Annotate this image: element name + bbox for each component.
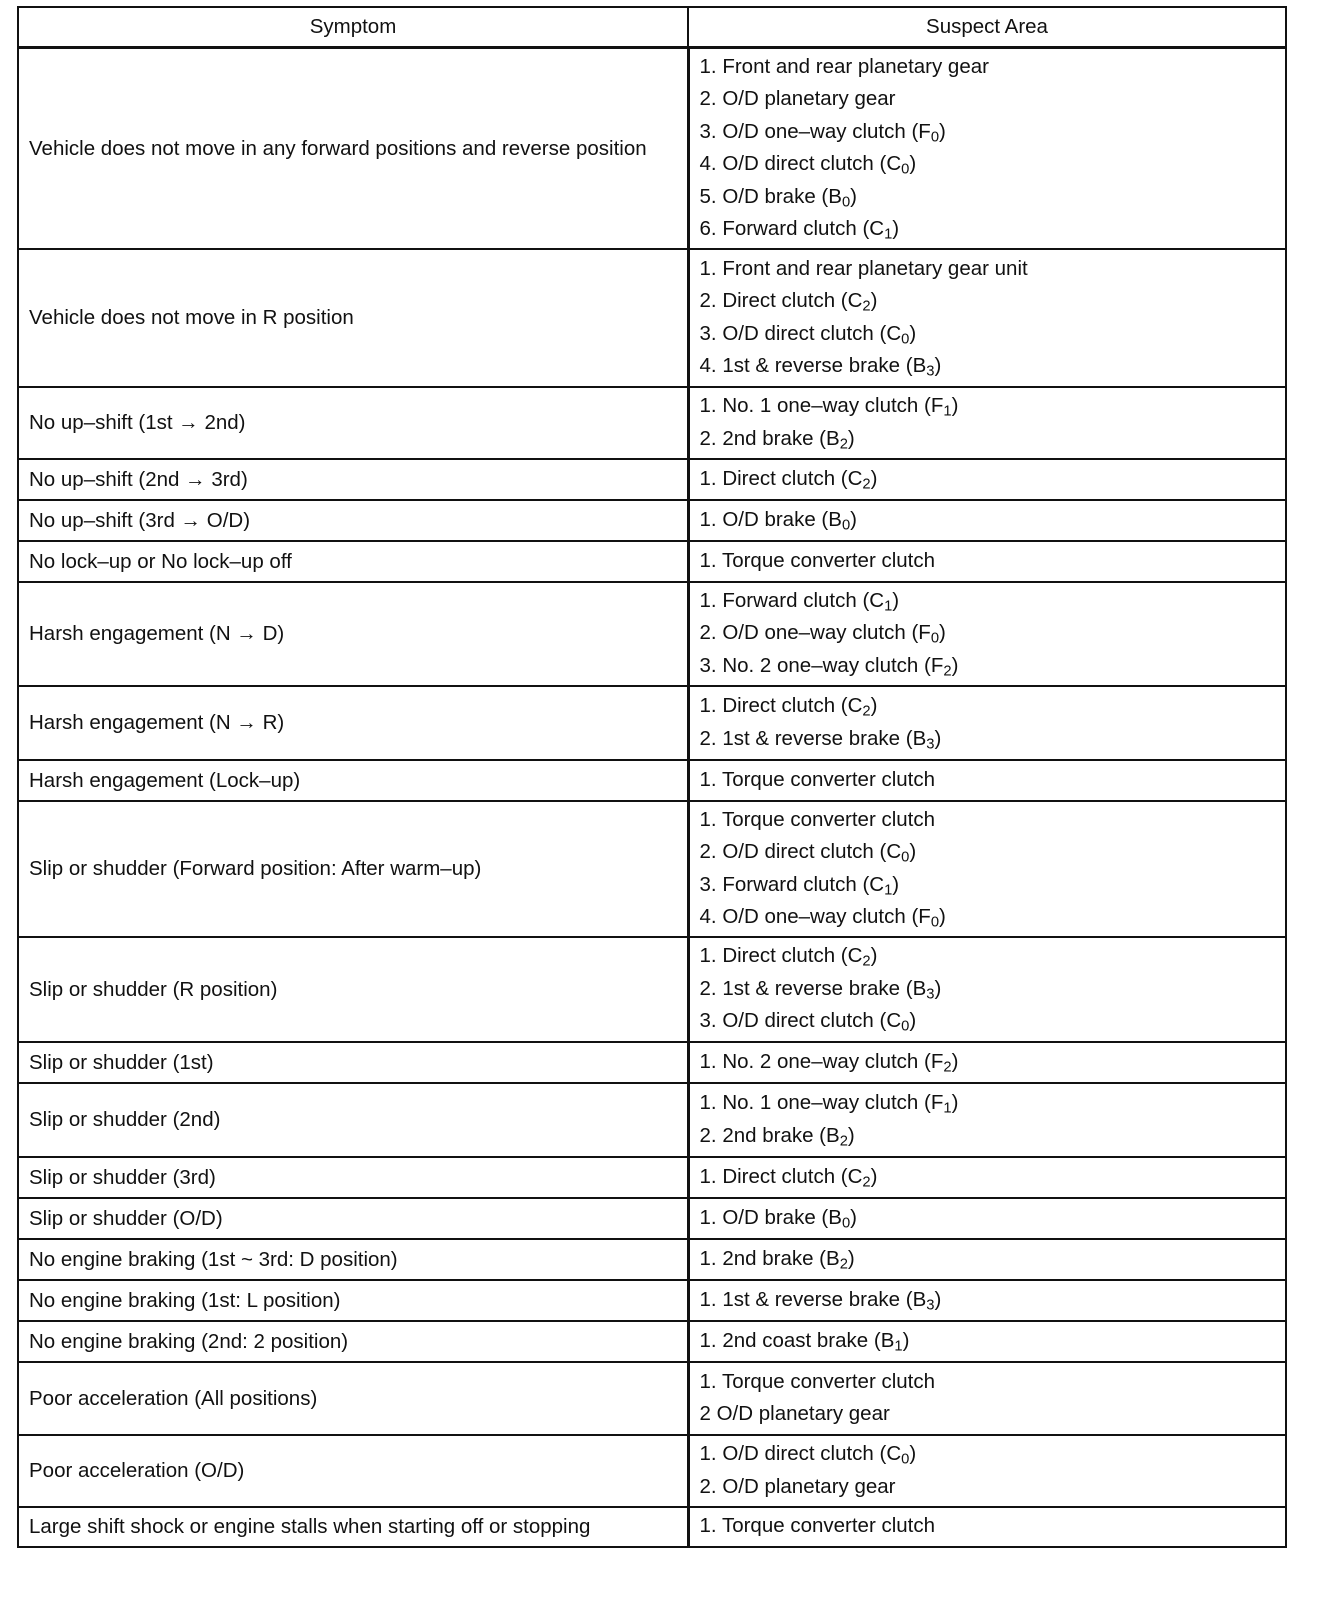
component-subscript: 2: [839, 1133, 848, 1150]
suspect-text: O/D brake (B: [722, 184, 842, 208]
symptom-text: Large shift shock or engine stalls when starting off or stopping: [29, 1515, 591, 1538]
symptom-text: Vehicle does not move in any forward positions and reverse position: [29, 136, 647, 160]
suspect-item: [700, 804, 1276, 837]
closing-paren: ): [951, 1091, 959, 1114]
table-row: [18, 541, 1286, 582]
component-subscript: 1: [894, 1338, 903, 1355]
symptom-text: Poor acceleration (All positions): [29, 1386, 318, 1410]
suspect-number: 1.: [699, 1164, 717, 1188]
table-body: [18, 48, 1286, 1547]
table-row: [18, 686, 1286, 760]
suspect-area-cell: [688, 1198, 1286, 1239]
suspect-area-cell: [688, 1435, 1286, 1507]
suspect-item: [700, 1243, 1276, 1276]
suspect-number: 1.: [699, 588, 717, 612]
suspect-item: [700, 423, 1276, 456]
suspect-text: 2nd brake (B: [722, 1123, 840, 1147]
suspect-text: O/D planetary gear: [722, 87, 896, 111]
suspect-number: 1.: [699, 807, 717, 831]
suspect-text: O/D one–way clutch (F: [722, 621, 931, 645]
suspect-number: 1.: [699, 1328, 717, 1352]
suspect-text: Forward clutch (C: [722, 217, 885, 241]
suspect-number: 3.: [699, 1009, 717, 1033]
suspect-area-column-header: Suspect Area: [688, 7, 1286, 48]
suspect-item: [700, 285, 1276, 318]
table-row: [18, 1198, 1286, 1239]
suspect-area-cell: [688, 1083, 1286, 1157]
closing-paren: ): [951, 394, 959, 417]
symptom-cell: [18, 1362, 688, 1435]
suspect-item: [700, 116, 1276, 149]
closing-paren: ): [909, 840, 917, 863]
suspect-number: 1.: [699, 1514, 717, 1538]
suspect-item: [700, 181, 1276, 214]
table-row: [18, 1083, 1286, 1157]
closing-paren: ): [939, 905, 946, 928]
closing-paren: ): [850, 184, 857, 208]
component-subscript: 0: [930, 914, 940, 931]
symptom-cell: [18, 1042, 688, 1083]
symptom-text: No engine braking (1st ~ 3rd: D position): [29, 1247, 398, 1271]
component-subscript: 0: [901, 1018, 910, 1035]
suspect-number: 3.: [699, 872, 717, 896]
suspect-number: 1.: [699, 944, 717, 968]
closing-paren: ): [909, 152, 917, 176]
symptom-cell: [18, 686, 688, 760]
closing-paren: ): [847, 426, 855, 450]
suspect-number: 2.: [699, 289, 717, 312]
suspect-number: 1.: [699, 1287, 717, 1311]
closing-paren: ): [909, 321, 917, 345]
symptom-cell: [18, 1321, 688, 1362]
suspect-area-cell: [688, 500, 1286, 541]
suspect-number: 4.: [699, 354, 717, 377]
symptom-text: Vehicle does not move in R position: [29, 306, 354, 329]
symptom-text: Slip or shudder (R position): [29, 977, 278, 1001]
symptom-text: No engine braking (2nd: 2 position): [29, 1329, 349, 1353]
component-subscript: 1: [943, 403, 952, 420]
table-row: [18, 1239, 1286, 1280]
component-subscript: 0: [841, 517, 851, 534]
suspect-item: [700, 318, 1276, 351]
suspect-text: O/D planetary gear: [716, 1402, 890, 1425]
symptom-text: Poor acceleration (O/D): [29, 1459, 245, 1482]
component-subscript: 2: [943, 1059, 952, 1076]
symptom-text: Harsh engagement (Lock–up): [29, 768, 301, 792]
suspect-number: 5.: [699, 184, 717, 208]
table-row: [18, 1507, 1286, 1547]
suspect-item: [700, 1366, 1276, 1399]
suspect-item: [700, 253, 1276, 286]
suspect-item: [700, 504, 1276, 537]
table-row: [18, 1435, 1286, 1507]
suspect-item: [700, 1005, 1276, 1038]
suspect-area-cell: [688, 249, 1286, 387]
component-subscript: 2: [862, 476, 871, 493]
suspect-text: O/D direct clutch (C: [722, 840, 902, 863]
table-row: [18, 500, 1286, 541]
component-subscript: 0: [930, 630, 940, 647]
suspect-number: 2: [699, 1402, 711, 1425]
closing-paren: ): [892, 872, 900, 896]
component-subscript: 3: [926, 1297, 935, 1314]
suspect-area-cell: [688, 1157, 1286, 1198]
suspect-area-cell: [688, 937, 1286, 1042]
symptom-text: Harsh engagement (N → D): [29, 622, 285, 645]
header-row: [18, 7, 1286, 48]
suspect-text: O/D one–way clutch (F: [722, 119, 931, 143]
suspect-number: 2.: [699, 840, 717, 863]
suspect-text: Direct clutch (C: [722, 944, 863, 968]
symptom-text: Harsh engagement (N → R): [29, 711, 285, 734]
table-row: [18, 1042, 1286, 1083]
suspect-item: [700, 1471, 1276, 1504]
suspect-item: [700, 1284, 1276, 1317]
closing-paren: ): [870, 1164, 878, 1188]
suspect-area-cell: [688, 686, 1286, 760]
symptom-column-header: Symptom: [18, 7, 688, 48]
suspect-text: O/D direct clutch (C: [722, 1442, 902, 1465]
symptom-cell: [18, 500, 688, 541]
suspect-area-cell: [688, 1507, 1286, 1547]
table-row: [18, 249, 1286, 387]
suspect-text: 2nd brake (B: [722, 426, 840, 450]
suspect-number: 1.: [699, 54, 717, 78]
component-subscript: 2: [862, 1174, 871, 1191]
table-row: [18, 1321, 1286, 1362]
symptom-cell: [18, 1198, 688, 1239]
suspect-number: 1.: [699, 256, 717, 280]
symptom-text: No up–shift (1st → 2nd): [29, 411, 246, 434]
component-subscript: 1: [884, 882, 893, 899]
symptom-text: Slip or shudder (O/D): [29, 1206, 223, 1230]
component-subscript: 3: [926, 363, 935, 380]
suspect-item: [700, 350, 1276, 383]
suspect-number: 1.: [699, 1369, 717, 1393]
suspect-number: 1.: [699, 507, 717, 531]
suspect-number: 1.: [699, 694, 717, 717]
symptom-text: Slip or shudder (1st): [29, 1050, 214, 1074]
suspect-number: 1.: [699, 767, 717, 791]
suspect-text: O/D direct clutch (C: [722, 152, 902, 176]
component-subscript: 0: [841, 1215, 851, 1232]
suspect-number: 1.: [699, 1442, 717, 1465]
table-row: [18, 387, 1286, 459]
suspect-item: [700, 869, 1276, 902]
suspect-item: [700, 836, 1276, 869]
suspect-text: 2nd brake (B: [722, 1246, 840, 1270]
suspect-item: [700, 1438, 1276, 1471]
symptom-text: Slip or shudder (2nd): [29, 1108, 221, 1131]
closing-paren: ): [934, 726, 942, 750]
symptom-cell: [18, 249, 688, 387]
suspect-item: [700, 973, 1276, 1006]
suspect-text: Forward clutch (C: [722, 588, 885, 612]
suspect-item: [700, 1510, 1276, 1543]
symptom-cell: [18, 1507, 688, 1547]
component-subscript: 1: [884, 598, 893, 615]
suspect-area-cell: [688, 387, 1286, 459]
suspect-text: Front and rear planetary gear: [722, 54, 989, 78]
suspect-text: No. 1 one–way clutch (F: [722, 1091, 944, 1114]
suspect-area-cell: [688, 541, 1286, 582]
suspect-number: 4.: [699, 152, 717, 176]
closing-paren: ): [934, 976, 942, 1000]
suspect-area-cell: [688, 459, 1286, 500]
table-row: [18, 937, 1286, 1042]
suspect-item: [700, 1202, 1276, 1235]
suspect-area-cell: [688, 1239, 1286, 1280]
closing-paren: ): [850, 1205, 857, 1229]
suspect-item: [700, 83, 1276, 116]
suspect-item: [700, 51, 1276, 84]
symptom-cell: [18, 937, 688, 1042]
suspect-text: Torque converter clutch: [721, 548, 936, 572]
suspect-number: 3.: [699, 321, 717, 345]
table-row: [18, 459, 1286, 500]
closing-paren: ): [850, 507, 857, 531]
closing-paren: ): [939, 119, 946, 143]
symptom-cell: [18, 387, 688, 459]
symptom-cell: [18, 1435, 688, 1507]
suspect-number: 1.: [699, 1205, 717, 1229]
component-subscript: 2: [943, 663, 952, 680]
symptom-cell: [18, 1083, 688, 1157]
suspect-text: No. 2 one–way clutch (F: [722, 653, 944, 677]
suspect-number: 2.: [699, 726, 717, 750]
suspect-item: [700, 1120, 1276, 1153]
suspect-item: [700, 723, 1276, 756]
suspect-item: [700, 585, 1276, 618]
suspect-item: [700, 1161, 1276, 1194]
component-subscript: 2: [862, 703, 871, 720]
closing-paren: ): [909, 1009, 917, 1033]
suspect-text: O/D direct clutch (C: [722, 1009, 902, 1033]
suspect-text: Torque converter clutch: [721, 807, 936, 831]
component-subscript: 0: [901, 849, 910, 866]
suspect-text: No. 1 one–way clutch (F: [722, 394, 944, 417]
symptom-text: No lock–up or No lock–up off: [29, 549, 292, 573]
closing-paren: ): [870, 944, 878, 968]
suspect-item: [700, 148, 1276, 181]
suspect-number: 1.: [699, 394, 717, 417]
suspect-text: Forward clutch (C: [722, 872, 885, 896]
symptom-text: Slip or shudder (3rd): [29, 1165, 216, 1189]
suspect-number: 2.: [699, 976, 717, 1000]
component-subscript: 3: [926, 736, 935, 753]
suspect-text: Direct clutch (C: [722, 466, 863, 490]
closing-paren: ): [951, 1049, 959, 1073]
component-subscript: 0: [841, 194, 851, 211]
suspect-text: Front and rear planetary gear unit: [722, 256, 1028, 280]
suspect-item: [700, 1325, 1276, 1358]
symptom-cell: [18, 760, 688, 801]
table-header: [18, 7, 1286, 48]
table-row: [18, 760, 1286, 801]
symptom-cell: [18, 48, 688, 249]
suspect-text: O/D one–way clutch (F: [722, 905, 931, 928]
component-subscript: 2: [862, 298, 871, 315]
suspect-number: 2.: [699, 1474, 717, 1498]
symptom-table: [17, 6, 1287, 1548]
component-subscript: 2: [839, 1256, 848, 1273]
suspect-text: 2nd coast brake (B: [722, 1328, 895, 1352]
suspect-text: 1st & reverse brake (B: [722, 726, 927, 750]
closing-paren: ): [902, 1328, 910, 1352]
suspect-number: 1.: [699, 548, 717, 572]
component-subscript: 0: [901, 331, 910, 348]
table-row: [18, 1157, 1286, 1198]
suspect-text: Direct clutch (C: [722, 289, 863, 312]
suspect-text: O/D direct clutch (C: [722, 321, 902, 345]
symptom-text: No up–shift (2nd → 3rd): [29, 467, 248, 491]
suspect-area-cell: [688, 1042, 1286, 1083]
suspect-item: [700, 901, 1276, 934]
suspect-item: [700, 1398, 1276, 1431]
suspect-text: 1st & reverse brake (B: [722, 354, 927, 377]
symptom-cell: [18, 582, 688, 686]
suspect-item: [700, 764, 1276, 797]
suspect-number: 1.: [699, 1091, 717, 1114]
suspect-area-cell: [688, 1280, 1286, 1321]
suspect-number: 2.: [699, 1123, 717, 1147]
suspect-text: No. 2 one–way clutch (F: [722, 1049, 944, 1073]
component-subscript: 1: [884, 226, 893, 243]
suspect-item: [700, 463, 1276, 496]
component-subscript: 1: [943, 1100, 952, 1117]
suspect-text: O/D planetary gear: [722, 1474, 896, 1498]
table-row: [18, 1280, 1286, 1321]
table-row: [18, 48, 1286, 249]
table-row: [18, 582, 1286, 686]
closing-paren: ): [847, 1246, 855, 1270]
suspect-area-cell: [688, 582, 1286, 686]
suspect-item: [700, 617, 1276, 650]
symptom-cell: [18, 459, 688, 500]
suspect-number: 6.: [699, 217, 717, 241]
symptom-cell: [18, 1239, 688, 1280]
suspect-number: 2.: [699, 621, 717, 645]
suspect-number: 1.: [699, 1049, 717, 1073]
suspect-item: [700, 690, 1276, 723]
suspect-number: 2.: [699, 87, 717, 111]
closing-paren: ): [939, 621, 946, 645]
closing-paren: ): [870, 694, 878, 717]
component-subscript: 0: [930, 129, 940, 146]
table-row: [18, 1362, 1286, 1435]
suspect-item: [700, 1087, 1276, 1120]
suspect-number: 3.: [699, 653, 717, 677]
suspect-item: [700, 1046, 1276, 1079]
symptom-text: No up–shift (3rd → O/D): [29, 508, 251, 532]
suspect-item: [700, 213, 1276, 246]
suspect-text: Torque converter clutch: [721, 1369, 936, 1393]
suspect-number: 1.: [699, 1246, 717, 1270]
suspect-text: Torque converter clutch: [721, 1514, 936, 1538]
closing-paren: ): [870, 289, 878, 312]
symptom-text: No engine braking (1st: L position): [29, 1288, 341, 1312]
suspect-text: 1st & reverse brake (B: [722, 1287, 927, 1311]
suspect-number: 1.: [699, 466, 717, 490]
suspect-item: [700, 650, 1276, 683]
closing-paren: ): [847, 1123, 855, 1147]
suspect-area-cell: [688, 48, 1286, 249]
component-subscript: 0: [901, 161, 910, 178]
closing-paren: ): [870, 466, 878, 490]
symptom-cell: [18, 1280, 688, 1321]
suspect-area-cell: [688, 801, 1286, 937]
closing-paren: ): [892, 588, 900, 612]
suspect-text: Torque converter clutch: [721, 767, 936, 791]
closing-paren: ): [934, 354, 942, 377]
suspect-number: 2.: [699, 426, 717, 450]
suspect-item: [700, 545, 1276, 578]
closing-paren: ): [892, 217, 900, 241]
component-subscript: 2: [862, 953, 871, 970]
suspect-text: O/D brake (B: [722, 507, 842, 531]
suspect-item: [700, 390, 1276, 423]
suspect-number: 3.: [699, 119, 717, 143]
suspect-text: O/D brake (B: [722, 1205, 842, 1229]
suspect-area-cell: [688, 1321, 1286, 1362]
component-subscript: 2: [839, 436, 848, 453]
closing-paren: ): [951, 653, 959, 677]
symptom-text: Slip or shudder (Forward position: After warm–up): [29, 857, 482, 880]
closing-paren: ): [934, 1287, 942, 1311]
suspect-area-cell: [688, 760, 1286, 801]
closing-paren: ): [909, 1442, 917, 1465]
symptom-cell: [18, 801, 688, 937]
component-subscript: 0: [901, 1451, 910, 1468]
suspect-text: 1st & reverse brake (B: [722, 976, 927, 1000]
symptom-cell: [18, 541, 688, 582]
symptom-cell: [18, 1157, 688, 1198]
suspect-text: Direct clutch (C: [722, 1164, 863, 1188]
component-subscript: 3: [926, 986, 935, 1003]
suspect-item: [700, 940, 1276, 973]
suspect-area-cell: [688, 1362, 1286, 1435]
suspect-number: 4.: [699, 905, 717, 928]
table-row: [18, 801, 1286, 937]
suspect-text: Direct clutch (C: [722, 694, 863, 717]
